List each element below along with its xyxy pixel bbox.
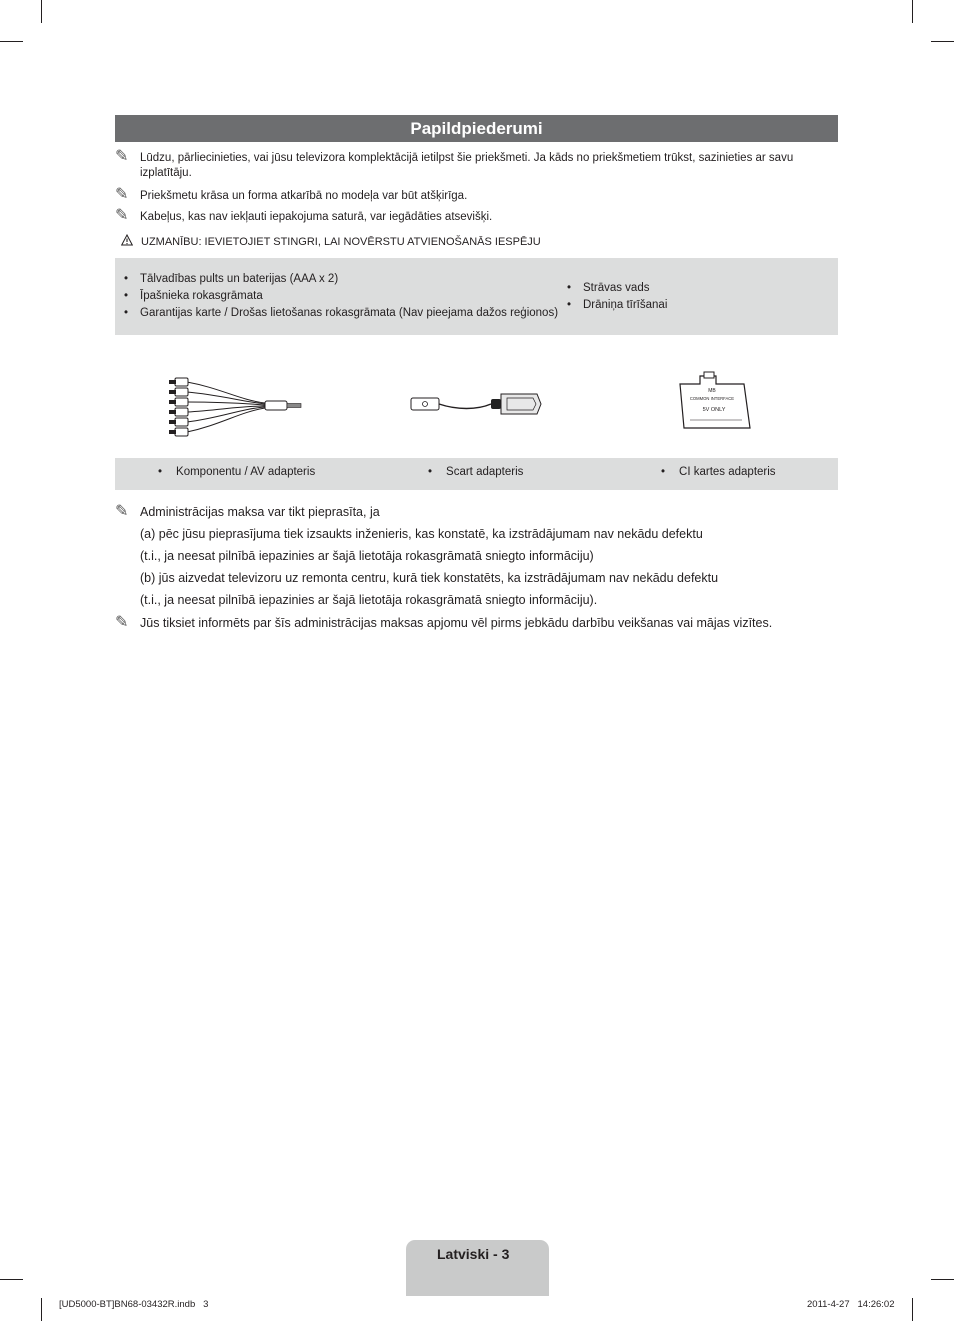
list-item: • Īpašnieka rokasgrāmata <box>118 288 558 305</box>
list-item: • Tālvadības pults un baterijas (AAA x 2) <box>118 271 558 288</box>
warning-triangle-icon <box>121 234 133 246</box>
ci-card-adapter-icon <box>676 370 756 432</box>
scart-adapter-icon <box>407 388 547 422</box>
ci-card-text: COMMON INTERFACE <box>689 396 735 401</box>
note-text: Priekšmetu krāsa un forma atkarībā no modeļa var būt atšķirīga. <box>140 190 468 202</box>
accessory-label: • Komponentu / AV adapteris <box>158 466 315 478</box>
pencil-note-icon: ✎ <box>115 614 129 631</box>
crop-mark <box>41 1298 42 1321</box>
list-item: • Drāniņa tīrīšanai <box>561 297 667 314</box>
contents-list-left <box>118 271 558 322</box>
component-av-cable-icon <box>165 370 315 440</box>
file-info: [UD5000-BT]BN68-03432R.indb 3 <box>59 1299 209 1310</box>
list-item: • Garantijas karte / Drošas lietošanas rokasgrāmata (Nav pieejama dažos reģionos) <box>118 305 558 322</box>
pencil-note-icon: ✎ <box>115 503 129 520</box>
section-title: Papildpiederumi <box>115 115 838 142</box>
pencil-note-icon: ✎ <box>115 186 129 203</box>
list-item: • Strāvas vads <box>561 280 667 297</box>
caution-text: UZMANĪBU: IEVIETOJIET STINGRI, LAI NOVĒRSTU ATVIENOŠANĀS IESPĒJU <box>141 236 541 248</box>
accessory-label: • CI kartes adapteris <box>661 466 776 478</box>
note-text: Kabeļus, kas nav iekļauti iepakojuma saturā, var iegādāties atsevišķi. <box>140 211 493 223</box>
crop-mark <box>912 1298 913 1321</box>
service-line: (t.i., ja neesat pilnībā iepazinies ar šajā lietotāja rokasgrāmatā sniegto informāciju). <box>140 593 598 607</box>
service-line: (a) pēc jūsu pieprasījuma tiek izsaukts inženieris, kas konstatē, ka izstrādājumam nav nekādu defektu <box>140 527 703 541</box>
note-text: izplatītāju. <box>140 167 192 179</box>
crop-mark <box>931 41 954 42</box>
service-line: (b) jūs aizvedat televizoru uz remonta centru, kurā tiek konstatēts, ka izstrādājumam nav nekādu defektu <box>140 571 719 585</box>
page-label: Latviski - 3 <box>437 1246 510 1262</box>
pencil-note-icon: ✎ <box>115 207 129 224</box>
ci-card-text: MB <box>708 388 716 394</box>
crop-mark <box>0 1279 23 1280</box>
crop-mark <box>931 1279 954 1280</box>
crop-mark <box>41 0 42 23</box>
note-text: Lūdzu, pārliecinieties, vai jūsu televizora komplektācijā ietilpst šie priekšmeti. Ja kāds no priekšmetiem trūkst, sazinieties ar savu <box>140 152 794 164</box>
accessory-label: • Scart adapteris <box>428 466 523 478</box>
pencil-note-icon: ✎ <box>115 148 129 165</box>
timestamp: 2011-4-27 14:26:02 <box>807 1299 895 1310</box>
caution-line <box>121 234 541 248</box>
ci-card-text: 5V ONLY <box>702 407 726 413</box>
note-text: Jūs tiksiet informēts par šīs administrācijas maksas apjomu vēl pirms jebkādu darbību veikšanas vai mājas vizītes. <box>140 616 773 630</box>
crop-mark <box>912 0 913 23</box>
note-text: Administrācijas maksa var tikt pieprasīta, ja <box>140 505 380 519</box>
crop-mark <box>0 41 23 42</box>
contents-list-right <box>561 280 667 314</box>
service-line: (t.i., ja neesat pilnībā iepazinies ar šajā lietotāja rokasgrāmatā sniegto informāciju) <box>140 549 594 563</box>
page-number-tab <box>406 1240 549 1296</box>
